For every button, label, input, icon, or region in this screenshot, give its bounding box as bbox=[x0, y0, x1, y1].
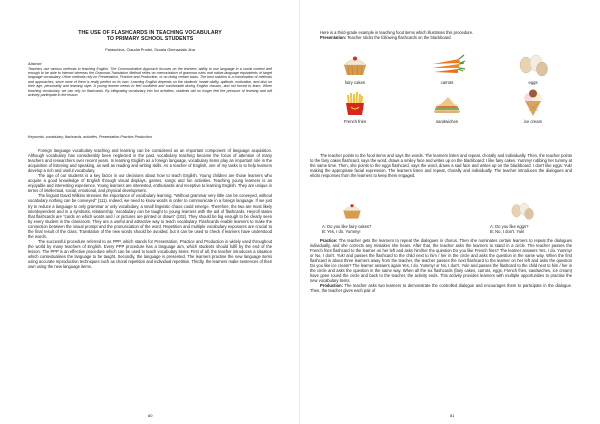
eggs-image bbox=[506, 199, 538, 221]
title-line-1: THE USE OF FLASHCARDS IN TEACHING VOCABULARY bbox=[78, 30, 222, 36]
dialog-right bbox=[490, 224, 528, 234]
fairy-cake-image bbox=[336, 50, 374, 78]
paragraph: The age of our students is a key factor in our decisions about how to teach English. Young children are those learners who acquire a good knowledge of English through visual displays, games, songs and fun activities. Teaching young learners is an enjoyable and interesting experience. Young learners are interested, enthusiastic and receptive to learning English. They are unique in terms of intellectual, social, emotional, and physical development. bbox=[28, 173, 272, 194]
production-text: The teacher asks two learners to demonstrate the controlled dialogue and encourages them to participate in the dialogue. Then, the teacher gives each pair of bbox=[310, 283, 572, 294]
dialog-answer: B: No, I don't. Yuk! bbox=[490, 229, 525, 235]
flashcard-fairy-cakes bbox=[336, 50, 374, 85]
paragraph: The successful procedure referred to as PPP, which stands for Presentation, Practice and Production is widely used throughout the world by many teachers of English. Every PPP procedure has a language aim, which students should fulfil by the end of the lesson. The PPP is an effective procedure which can be used to teach vocabulary items. First of all, the teacher introduces a situation which contextualises the language to be taught. Secondly, the language is presented. The learners practise the new language items using accurate reproduction techniques such as choral repetition and individual repetition. Thirdly, the learners make sentences of their own using the new language items. bbox=[28, 238, 272, 270]
title-line-2: TO PRIMARY SCHOOL STUDENTS bbox=[106, 36, 194, 43]
right-intro bbox=[310, 30, 572, 40]
article-title bbox=[40, 30, 260, 42]
flashcard-french-fries bbox=[336, 89, 374, 124]
production-label: Production: bbox=[320, 283, 343, 289]
right-paragraph-3 bbox=[310, 238, 572, 408]
flashcard-sandwiches bbox=[428, 89, 466, 124]
paragraph: Foreign language vocabulary teaching and learning can be considered as an important component of language acquisition. Although vocabulary has considerably been neglected in the past, vocabulary teaching became the focus of attention of many teachers and researchers over recent years. In learning English as a foreign language, vocabulary items play an important role in the acquisition of listening and speaking, as well as reading and writing skills. As a teacher of English, one of my tasks is to help learners develop a rich and useful vocabulary. bbox=[28, 148, 272, 174]
keywords: Keywords: vocabulary, flashcards, activities, Presentation-Practice-Production bbox=[28, 135, 152, 139]
dialog-question: A: Do you like eggs? bbox=[490, 224, 529, 229]
carrots-image bbox=[428, 50, 466, 78]
presentation-label: Presentation: bbox=[320, 35, 347, 41]
right-paragraph-2 bbox=[310, 153, 572, 178]
flashcard-label: fairy cakes bbox=[344, 80, 365, 85]
flashcard-carrots bbox=[428, 50, 466, 85]
ice-cream-image bbox=[514, 89, 552, 117]
flashcard-ice-cream bbox=[514, 89, 552, 124]
intro-paragraph: Here is a third-grade example in teaching food items which illustrates this procedure. bbox=[320, 30, 474, 35]
fairy-cake-image bbox=[336, 199, 368, 221]
practice-paragraph bbox=[310, 238, 572, 283]
flashcard-label: sandwiches bbox=[436, 119, 458, 124]
eggs-image bbox=[514, 50, 552, 78]
dialog-image-eggs bbox=[506, 199, 538, 221]
dialog-answer: B: Yes, I do. Yummy! bbox=[322, 229, 361, 235]
dialog-left bbox=[322, 224, 371, 234]
article-authors: Paraschiva, Claudia Prodei, Scoala Gimnaziala Jina bbox=[105, 47, 195, 52]
practice-text: The teacher gets the learners to repeat the dialogues in chorus. Then she nominates certain learners to repeat the dialogues individually, and she corrects any mistakes she hears. After that, the teacher asks the learners to stand in a circle. The teacher passes the French fries flashcard to the learner on her left and asks him/her the question Do you like French fries? The learner answers Yes, I do. Yummy! or No, I don't. Yuk! and passes the flashcard to the child next to him / her in the circle and asks the question in the same way. When the first flashcard is about three learners away from the teacher, the teacher passes the next flashcard to the learner on her left and asks the question Do you like ice cream? The learner answers again Yes, I do. Yummy! or No, I don't. Yuk! and passes the flashcard to the child next to him / her in the circle and asks the question in the same way. When all the six flashcards (fairy cakes, carrots, eggs, French fries, sandwiches, ice cream) have gone round the circle and back to the teacher, the activity ends. This activity provides learners with multiple opportunities to practise the new vocabulary items. bbox=[310, 238, 572, 284]
dialog-question: A: Do you like fairy cakes? bbox=[322, 224, 372, 229]
page-number-right: 81 bbox=[450, 413, 455, 418]
presentation-text: Teacher sticks the following flashcards on the blackboard. bbox=[346, 35, 452, 41]
paragraph: The linguist David Wilkins stresses the importance of vocabulary learning, "Without grammar very little can be conveyed, without vocabulary nothing can be conveyed" (111). Indeed, we need to know words in order to communicate in a foreign language. If we just try to reduce a language to only grammar or only vocabulary, a small lingvistic chaos could emerge. Therefore, the two are most likely interdependent and in a symbiotic relationship. Vocabulary can be taught to young learners with the aid of flashcards. Heyroll states that flashcards are "cards on which words and / or pictures are printed or drawn" (102). They should be big enough to be clearly seen by every student in the classroom. They are a useful and attractive way to teach vocabulary. Flashcards enable learners to make the connection between the visual prompt and the pronunciation of the word. Repetition and multiple vocabulary exposures are crucial to the final result of the class. Translation of the new words should be avoided, but it can be used to check if learners have understood the words. bbox=[28, 193, 272, 239]
left-body bbox=[28, 148, 272, 410]
flashcard-eggs bbox=[514, 50, 552, 85]
production-paragraph bbox=[310, 283, 572, 293]
right-page bbox=[300, 0, 600, 424]
paragraph: The teacher points to the food items and says the words. The learners listen and repeat, chorally and individually. Then, the teacher points to the fairy cakes flashcard, says the word, draws a smiley face and writes up on the blackboard: I like fairy cakes. Yummy! rubbing her tummy at the same time. Then, she points to the eggs flashcard, says the word, draws a sad face and writes up on the blackboard: I don't like eggs. Yuk! making the appropriate facial expression. The learners listen and repeat, chorally and individually. The teacher introduces the dialogues and elicits responses from the learners to keep them engaged. bbox=[310, 153, 572, 179]
sandwich-image bbox=[428, 89, 466, 117]
flashcard-label: carrots bbox=[440, 80, 454, 85]
page-number-left: 80 bbox=[148, 413, 153, 418]
abstract-heading: Abstract bbox=[28, 62, 42, 66]
presentation-paragraph bbox=[310, 35, 572, 40]
flashcard-label: eggs bbox=[528, 80, 538, 85]
dialog-image-fairy-cakes bbox=[336, 199, 368, 221]
practice-label: Practice: bbox=[320, 238, 338, 243]
flashcard-label: French fries bbox=[343, 119, 367, 124]
flashcard-label: ice cream bbox=[523, 119, 543, 124]
french-fries-image bbox=[336, 89, 374, 117]
abstract-text: Teachers use various methods in teaching English. The Communicative Approach focuses on the learners' ability to use language in a social context well enough to be able to interact whereas the Grammar-Translation Method relies on memorization of grammar rules and native-language equivalents of target language vocabulary. Other methods rely on Presentation, Practice and Production, or on doing certain tasks. The best solution is a combination of methods and approaches, since none of them is really perfect on its own. Learning English depends on the students' innate ability, aptitude, motivation, and also on their age, personality and learning style. A young learner needs to feel confident and comfortable during English classes, and not forced to learn. When teaching vocabulary, we can rely on flashcards. By integrating vocabulary into fun activities, students will no longer feel the pressure of learning and will actively participate in the lesson. bbox=[28, 66, 272, 98]
